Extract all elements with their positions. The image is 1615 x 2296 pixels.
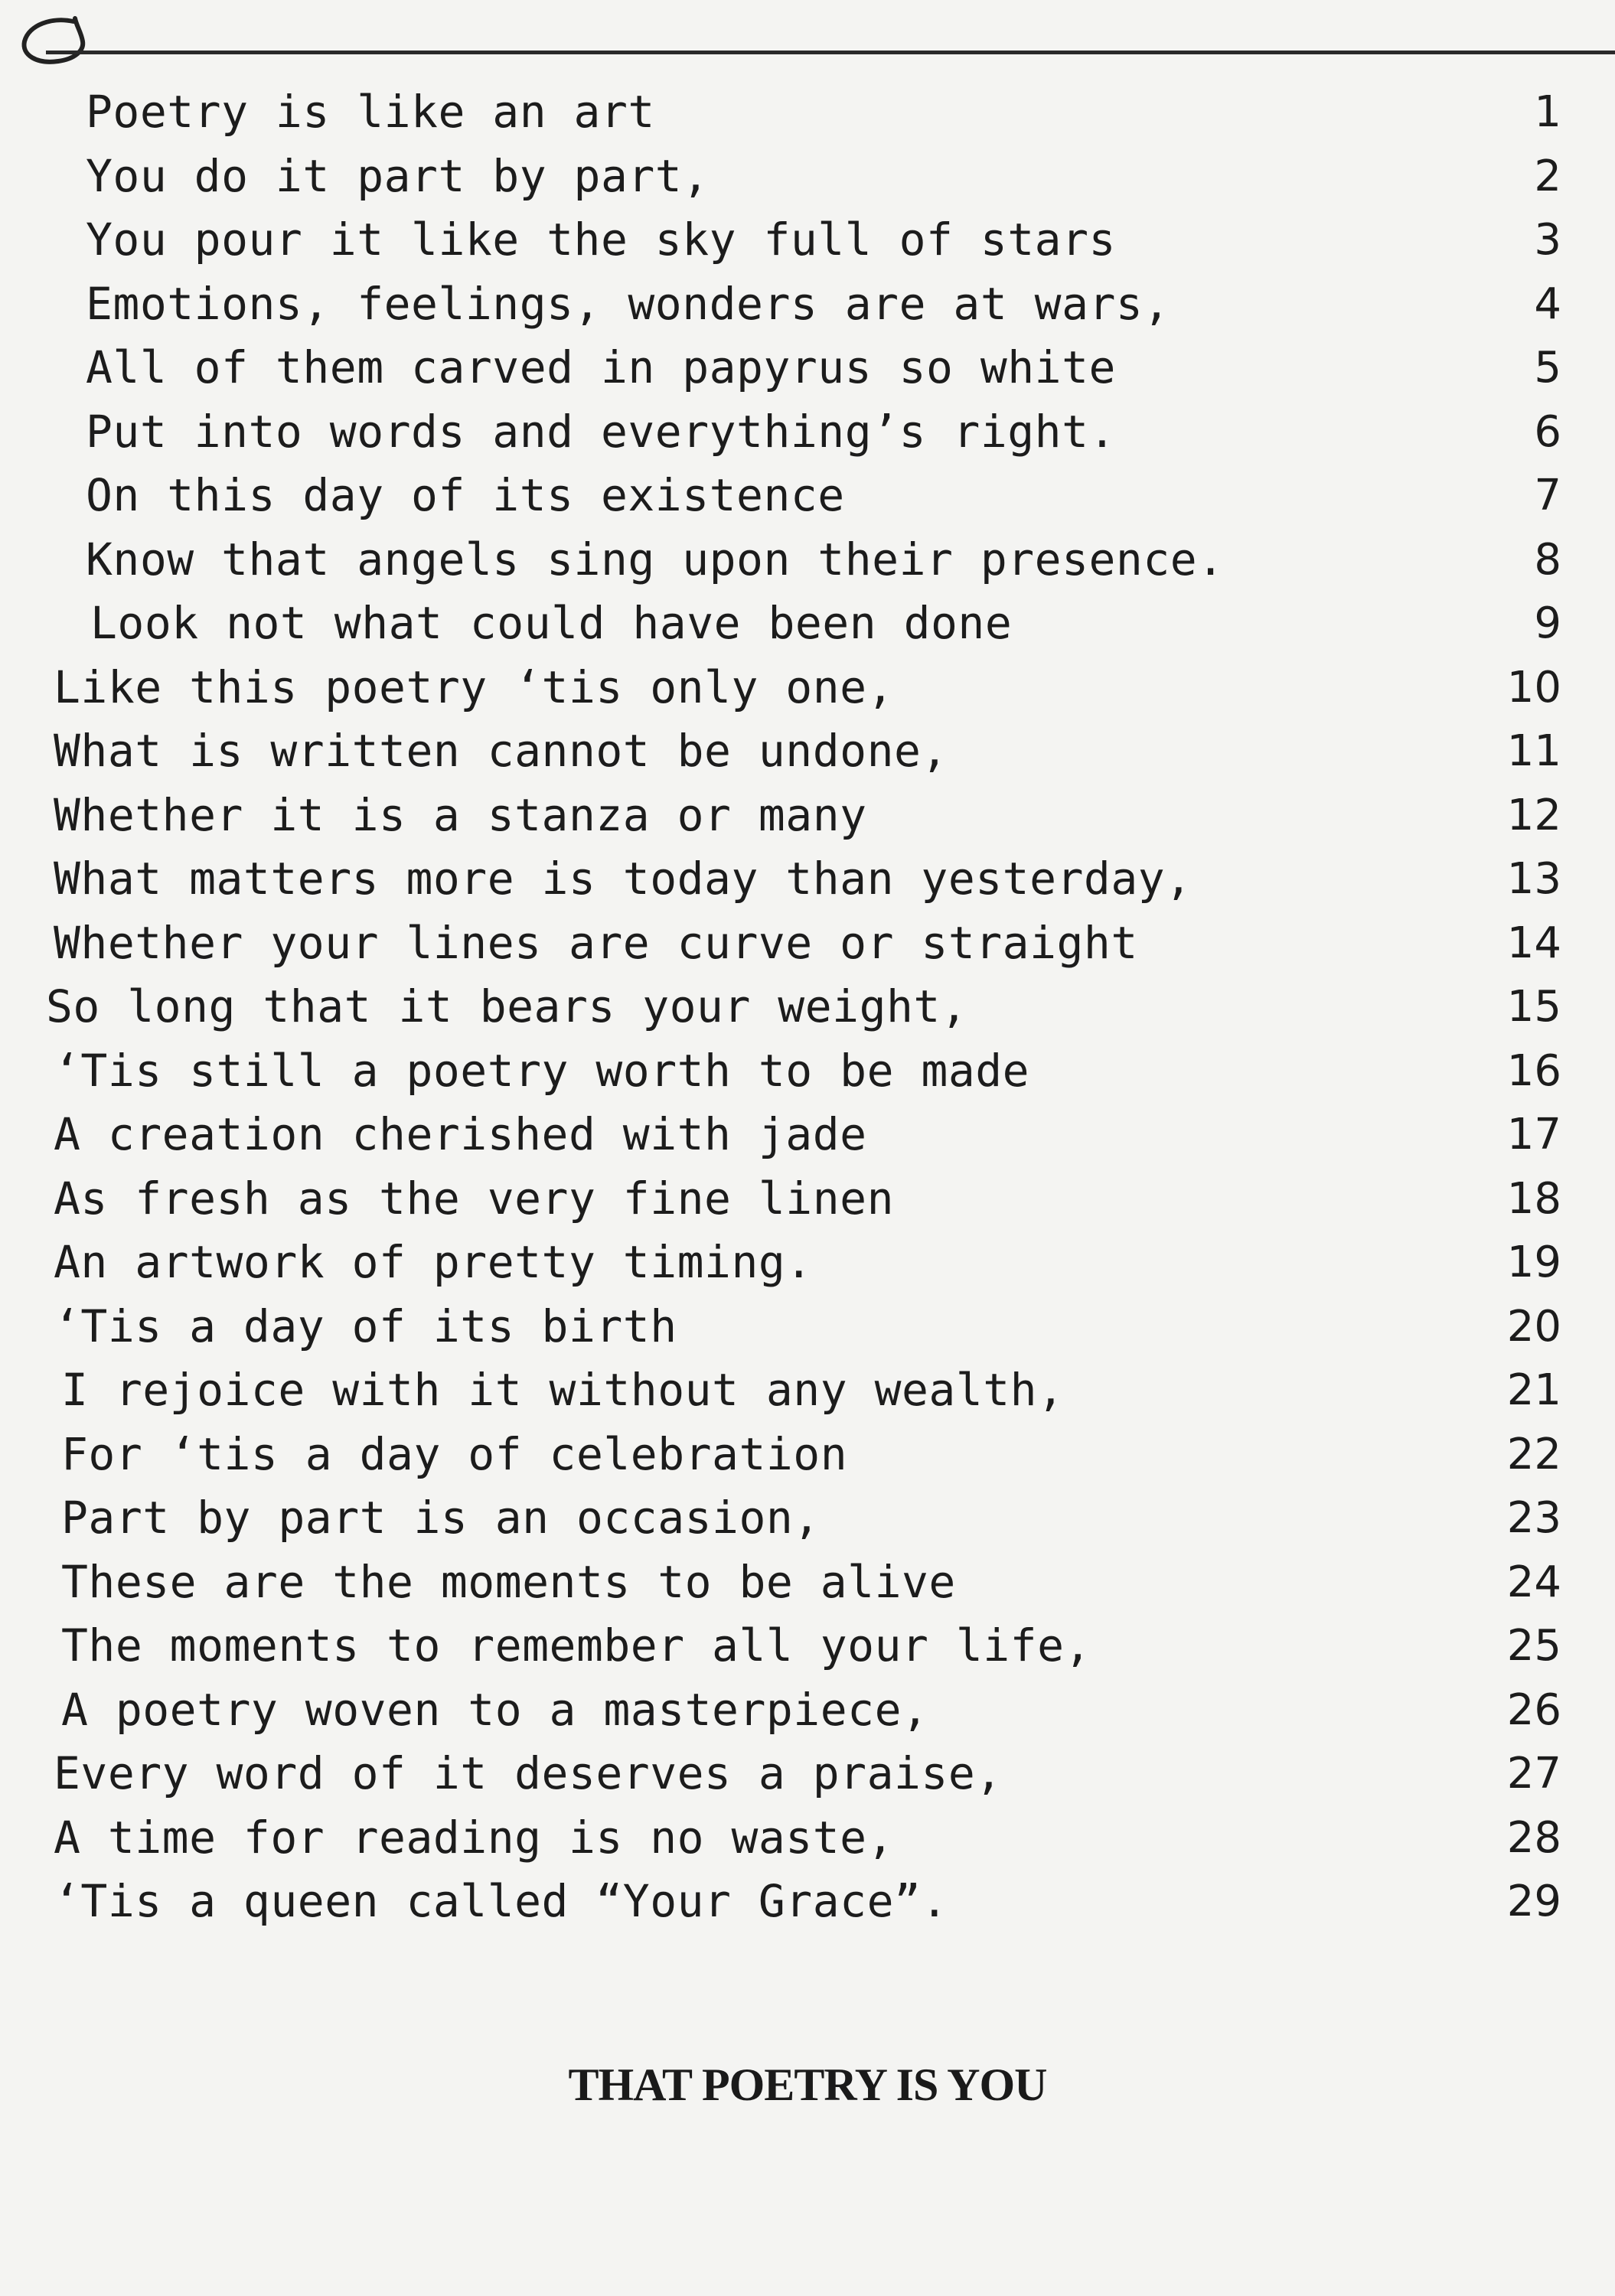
poem-line-text: Know that angels sing upon their presence. [86,533,1225,585]
corner-loop-mark [14,15,98,69]
poem-line-text: Whether your lines are curve or straight [54,916,1138,969]
line-number: 19 [1506,1238,1561,1287]
poem-line [0,1231,1615,1295]
poem-line-text: I rejoice with it without any wealth, [61,1364,1065,1416]
poem-line-text: A creation cherished with jade [54,1108,867,1160]
poem-line-text: Look not what could have been done [90,597,1013,649]
poem-line [0,80,1615,145]
line-number: 29 [1506,1877,1561,1926]
poem-line-text: Like this poetry ‘tis only one, [54,660,894,713]
line-number: 18 [1506,1173,1561,1224]
poem-line [0,1870,1615,1934]
poem-line-text: Whether it is a stanza or many [54,788,867,841]
poem-line-text: You pour it like the sky full of stars [86,214,1116,266]
line-number: 9 [1534,598,1561,648]
line-number: 22 [1506,1429,1561,1479]
poem-line [0,1039,1615,1104]
line-number: 21 [1506,1365,1561,1415]
poem-line-text: Emotions, feelings, wonders are at wars, [86,277,1170,330]
poem-line-text: All of them carved in papyrus so white [86,341,1116,393]
poem-line [0,1614,1615,1678]
poem-line [0,592,1615,656]
poem-line-text: An artwork of pretty timing. [54,1236,813,1288]
line-number: 25 [1506,1621,1561,1671]
poem-line [0,145,1615,209]
line-number: 17 [1506,1110,1561,1159]
poem-line [0,1423,1615,1487]
poem-line [0,1551,1615,1615]
top-rule [46,51,1615,54]
poem-line-text: Put into words and everything’s right. [86,405,1116,458]
poem-line [0,1295,1615,1359]
poem-line [0,336,1615,400]
poem-line [0,1486,1615,1551]
line-number: 24 [1506,1557,1561,1607]
poem-line [0,1742,1615,1806]
poem-body [0,80,1615,1934]
poem-line-text: What matters more is today than yesterday, [54,853,1192,905]
line-number: 11 [1506,726,1561,776]
poem-line-text: The moments to remember all your life, [61,1619,1091,1671]
line-number: 4 [1534,279,1561,329]
poem-line-text: Poetry is like an art [86,86,655,138]
poem-line [0,208,1615,272]
line-number: 2 [1534,151,1561,201]
poem-line [0,912,1615,976]
poem-line-text: Every word of it deserves a praise, [54,1747,1003,1799]
poem-line-text: You do it part by part, [86,149,710,202]
poem-line [0,656,1615,720]
poem-line-text: ‘Tis still a poetry worth to be made [54,1044,1030,1097]
line-number: 13 [1506,854,1561,904]
poem-line [0,975,1615,1039]
poem-line [0,719,1615,784]
line-number: 26 [1506,1684,1561,1735]
line-number: 1 [1534,87,1561,137]
poem-line [0,1678,1615,1743]
line-number: 10 [1506,662,1561,713]
poem-line-text: A time for reading is no waste, [54,1811,894,1864]
line-number: 14 [1506,918,1561,968]
poem-line-text: What is written cannot be undone, [54,725,948,777]
poem-line [0,1103,1615,1167]
poem-line-text: For ‘tis a day of celebration [61,1427,848,1480]
line-number: 20 [1506,1301,1561,1352]
poem-line-text: On this day of its existence [86,469,845,521]
poem-line [0,528,1615,592]
poem-line [0,272,1615,337]
line-number: 7 [1534,471,1561,520]
poem-line-text: Part by part is an occasion, [61,1492,821,1544]
poem-line [0,1358,1615,1423]
poem-line [0,464,1615,528]
poem-line-text: A poetry woven to a masterpiece, [61,1683,929,1736]
poem-line [0,847,1615,912]
poem-line-text: These are the moments to be alive [61,1555,956,1608]
poem-line [0,784,1615,848]
line-number: 15 [1506,982,1561,1032]
line-number: 5 [1534,343,1561,393]
line-number: 6 [1534,406,1561,457]
poem-line [0,1167,1615,1231]
poem-line-text: As fresh as the very fine linen [54,1172,894,1225]
line-number: 8 [1534,534,1561,585]
poem-line-text: ‘Tis a queen called “Your Grace”. [54,1875,948,1927]
line-number: 16 [1506,1045,1561,1096]
line-number: 12 [1506,790,1561,840]
poem-line-text: ‘Tis a day of its birth [54,1300,677,1352]
line-number: 28 [1506,1812,1561,1863]
line-number: 27 [1506,1749,1561,1799]
poem-line [0,1806,1615,1870]
line-number: 23 [1506,1493,1561,1543]
line-number: 3 [1534,215,1561,265]
poem-title: THAT POETRY IS YOU [568,2060,1047,2110]
poem-line [0,400,1615,465]
poem-line-text: So long that it bears your weight, [46,980,968,1032]
cut-off-footer-text [1194,2265,1607,2296]
